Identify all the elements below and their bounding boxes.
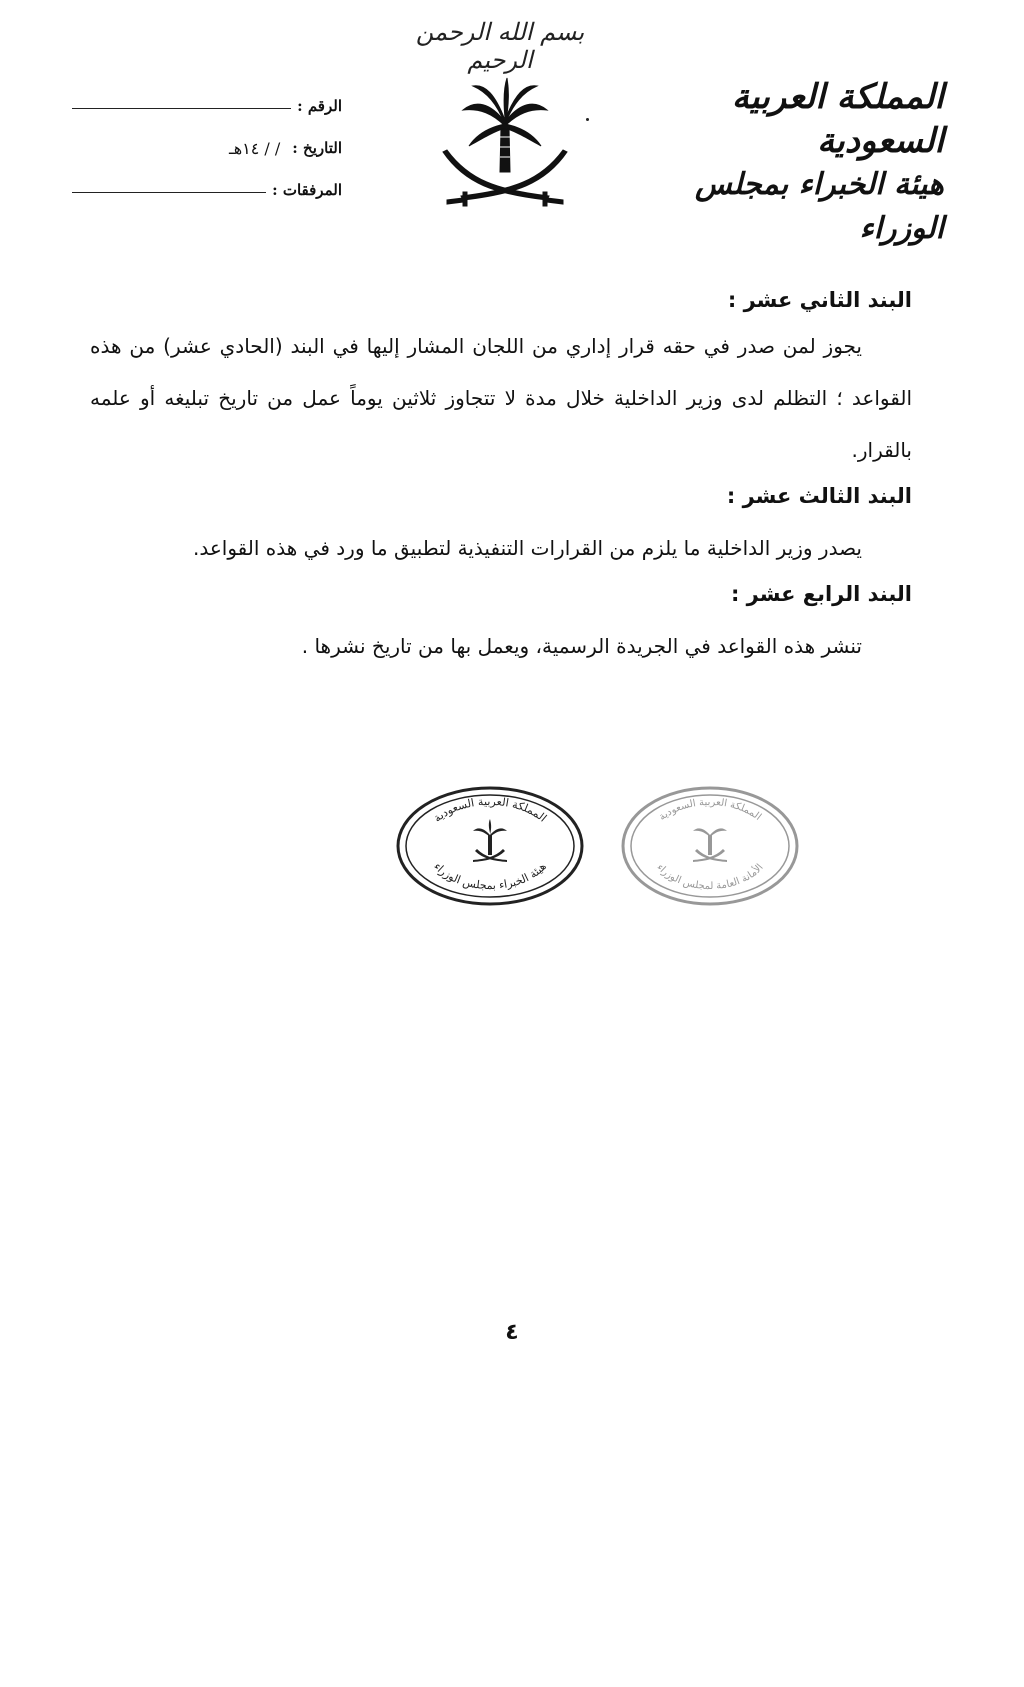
clause-12-heading: البند الثاني عشر : bbox=[727, 288, 912, 312]
svg-text:المملكة العربية السعودية: المملكة العربية السعودية bbox=[431, 794, 550, 825]
svg-text:هيئة الخبراء بمجلس الوزراء: هيئة الخبراء بمجلس الوزراء bbox=[431, 859, 549, 893]
kingdom-name: المملكة العربية السعودية bbox=[731, 77, 944, 161]
clause-13-heading: البند الثالث عشر : bbox=[726, 484, 912, 508]
letterhead-title bbox=[624, 75, 944, 251]
number-line bbox=[72, 108, 291, 109]
palm-swords-emblem-icon bbox=[435, 72, 575, 222]
date-value: / / ١٤هـ bbox=[229, 138, 281, 158]
date-row bbox=[72, 127, 342, 169]
svg-text:المملكة العربية السعودية: المملكة العربية السعودية bbox=[657, 796, 764, 823]
document-body bbox=[90, 280, 912, 672]
attachments-label: المرفقات : bbox=[272, 181, 342, 199]
reference-fields bbox=[72, 85, 342, 211]
reference-number-row bbox=[72, 85, 342, 127]
clause-14-heading: البند الرابع عشر : bbox=[730, 582, 912, 606]
clause-12-text: يجوز لمن صدر في حقه قرار إداري من اللجان المشار إليها في البند (الحادي عشر) من هذه القواعد ؛ التظلم لدى وزير الداخلية خلال مدة لا تتجاوز ثلاثين يوماً عمل من تاريخ تبليغه أو علمه بالقرار. bbox=[90, 334, 912, 462]
clause-14-text: تنشر هذه القواعد في الجريدة الرسمية، ويعمل بها من تاريخ نشرها . bbox=[301, 634, 862, 658]
basmala: بسم الله الرحمن الرحيم bbox=[415, 18, 585, 74]
authority-name: هيئة الخبراء بمجلس الوزراء bbox=[694, 167, 944, 246]
clause-13-text: يصدر وزير الداخلية ما يلزم من القرارات التنفيذية لتطبيق ما ورد في هذه القواعد. bbox=[192, 536, 862, 560]
svg-text:الأمانة العامة لمجلس الوزراء: الأمانة العامة لمجلس الوزراء bbox=[654, 862, 766, 893]
attachments-row bbox=[72, 169, 342, 211]
authority-seal-stamp bbox=[395, 785, 585, 907]
page-number: ٤ bbox=[505, 1320, 519, 1345]
date-label: التاريخ : bbox=[292, 139, 342, 157]
number-label: الرقم : bbox=[297, 97, 342, 115]
attachments-line bbox=[72, 192, 266, 193]
secretariat-seal-stamp bbox=[620, 785, 800, 907]
header-dot bbox=[586, 118, 589, 121]
